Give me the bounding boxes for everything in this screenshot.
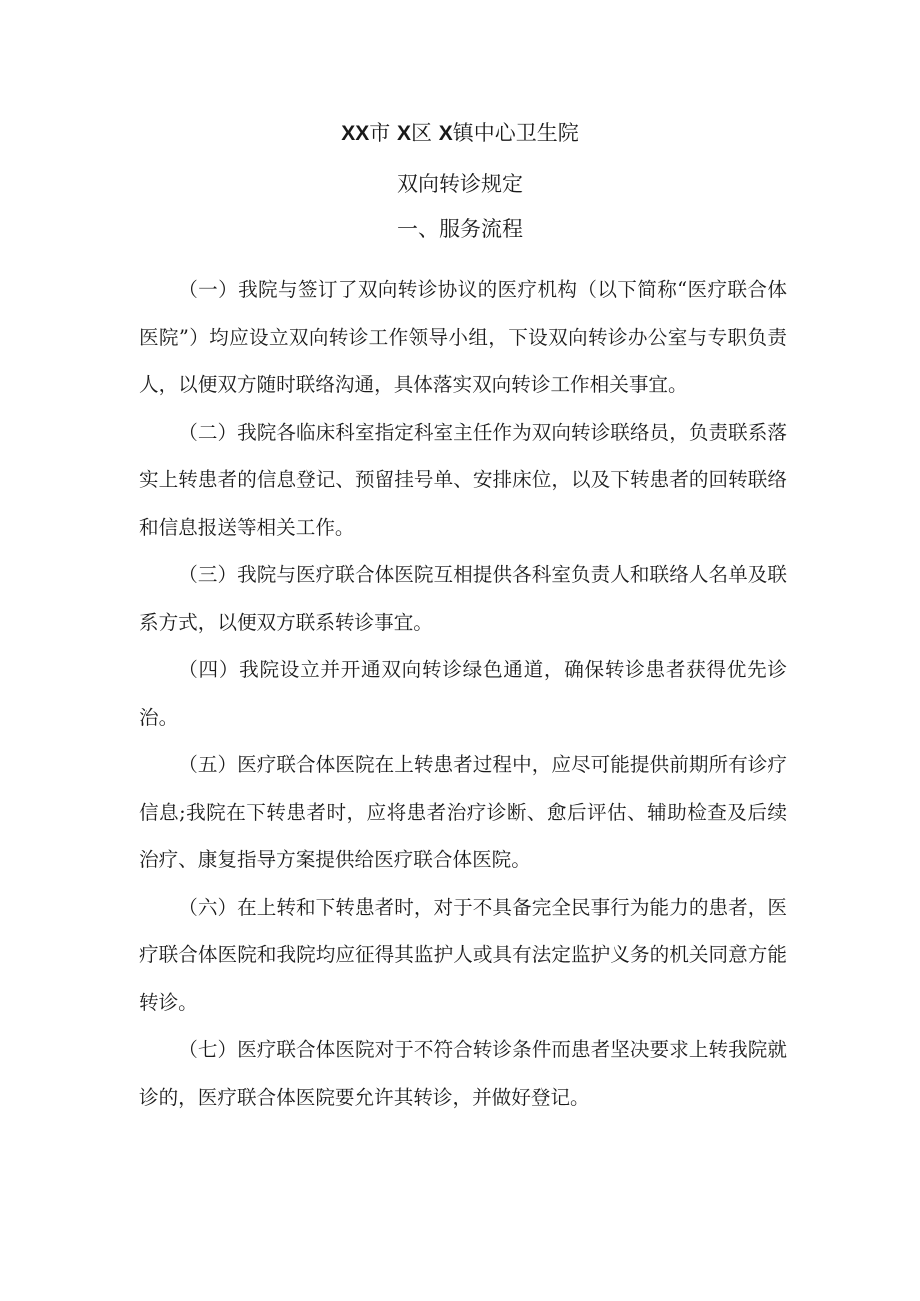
paragraph-4: （四）我院设立并开通双向转诊绿色通道，确保转诊患者获得优先诊治。 — [139, 658, 787, 729]
hospital-name-part-city: 市 — [369, 121, 391, 145]
hospital-name-part-town: 镇中心卫生院 — [452, 121, 579, 145]
document-body — [139, 266, 787, 1121]
hospital-name-part-xx: XX — [341, 122, 370, 145]
hospital-name-heading — [0, 121, 920, 146]
paragraph-6: （六）在上转和下转患者时，对于不具备完全民事行为能力的患者，医疗联合体医院和我院均应征得其监护人或具有法定监护义务的机关同意方能转诊。 — [139, 895, 787, 1014]
hospital-name-part-x1: X — [396, 122, 411, 145]
paragraph-5: （五）医疗联合体医院在上转患者过程中，应尽可能提供前期所有诊疗信息;我院在下转患者时，应将患者治疗诊断、愈后评估、辅助检查及后续治疗、康复指导方案提供给医疗联合体医院。 — [139, 753, 787, 871]
hospital-name-part-district: 区 — [411, 121, 432, 145]
section-heading: 一、服务流程 — [397, 217, 523, 241]
paragraph-1: （一）我院与签订了双向转诊协议的医疗机构（以下简称“医疗联合体医院”）均应设立双向转诊工作领导小组，下设双向转诊办公室与专职负责人，以便双方随时联络沟通，具体落实双向转诊工作相关事宜。 — [139, 278, 787, 396]
hospital-name-part-x2: X — [438, 122, 453, 145]
paragraph-2: （二）我院各临床科室指定科室主任作为双向转诊联络员，负责联系落实上转患者的信息登记、预留挂号单、安排床位，以及下转患者的回转联络和信息报送等相关工作。 — [139, 420, 787, 539]
paragraph-7: （七）医疗联合体医院对于不符合转诊条件而患者坚决要求上转我院就诊的，医疗联合体医院要允许其转诊，并做好登记。 — [139, 1038, 787, 1109]
document-title: 双向转诊规定 — [397, 172, 523, 196]
paragraph-3: （三）我院与医疗联合体医院互相提供各科室负责人和联络人名单及联系方式，以便双方联系转诊事宜。 — [139, 563, 787, 634]
